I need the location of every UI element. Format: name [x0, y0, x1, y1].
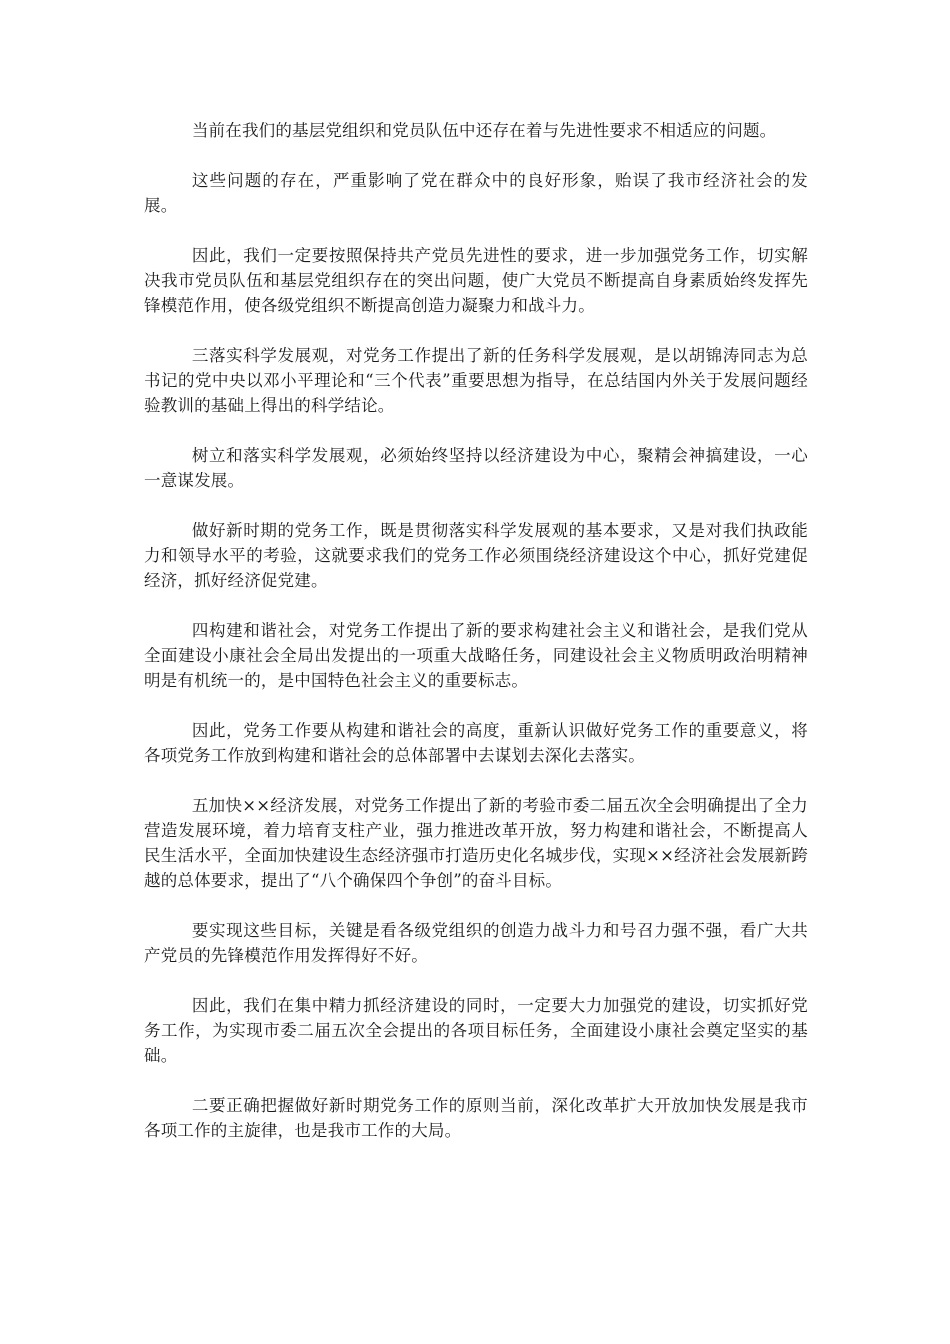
- paragraph-11: 因此，我们在集中精力抓经济建设的同时，一定要大力加强党的建设，切实抓好党务工作，为实现市委二届五次全会提出的各项目标任务，全面建设小康社会奠定坚实的基础。: [144, 996, 808, 1065]
- paragraph-8: 因此，党务工作要从构建和谐社会的高度，重新认识做好党务工作的重要意义，将各项党务工作放到构建和谐社会的总体部署中去谋划去深化去落实。: [144, 721, 808, 765]
- document-body: [144, 118, 808, 1168]
- paragraph-12: 二要正确把握做好新时期党务工作的原则当前，深化改革扩大开放加快发展是我市各项工作的主旋律，也是我市工作的大局。: [144, 1096, 808, 1140]
- paragraph-5: 树立和落实科学发展观，必须始终坚持以经济建设为中心，聚精会神搞建设，一心一意谋发展。: [144, 446, 808, 490]
- paragraph-1: 当前在我们的基层党组织和党员队伍中还存在着与先进性要求不相适应的问题。: [191, 121, 777, 140]
- paragraph-10: 要实现这些目标，关键是看各级党组织的创造力战斗力和号召力强不强，看广大共产党员的先锋模范作用发挥得好不好。: [144, 921, 808, 965]
- paragraph-4: 三落实科学发展观，对党务工作提出了新的任务科学发展观，是以胡锦涛同志为总书记的党中央以邓小平理论和“三个代表”重要思想为指导，在总结国内外关于发展问题经验教训的基础上得出的科学结论。: [144, 346, 808, 415]
- paragraph-7: 四构建和谐社会，对党务工作提出了新的要求构建社会主义和谐社会，是我们党从全面建设小康社会全局出发提出的一项重大战略任务，同建设社会主义物质明政治明精神明是有机统一的，是中国特色社会主义的重要标志。: [144, 621, 808, 690]
- paragraph-6: 做好新时期的党务工作，既是贯彻落实科学发展观的基本要求，又是对我们执政能力和领导水平的考验，这就要求我们的党务工作必须围绕经济建设这个中心，抓好党建促经济，抓好经济促党建。: [144, 521, 808, 590]
- paragraph-2: 这些问题的存在，严重影响了党在群众中的良好形象，贻误了我市经济社会的发展。: [144, 171, 808, 215]
- paragraph-9: 五加快××经济发展，对党务工作提出了新的考验市委二届五次全会明确提出了全力营造发展环境，着力培育支柱产业，强力推进改革开放，努力构建和谐社会，不断提高人民生活水平，全面加快建设生态经济强市打造历史化名城步伐，实现××经济社会发展新跨越的总体要求，提出了“八个确保四个争创”的奋斗目标。: [144, 796, 808, 890]
- paragraph-3: 因此，我们一定要按照保持共产党员先进性的要求，进一步加强党务工作，切实解决我市党员队伍和基层党组织存在的突出问题，使广大党员不断提高自身素质始终发挥先锋模范作用，使各级党组织不断提高创造力凝聚力和战斗力。: [144, 246, 808, 315]
